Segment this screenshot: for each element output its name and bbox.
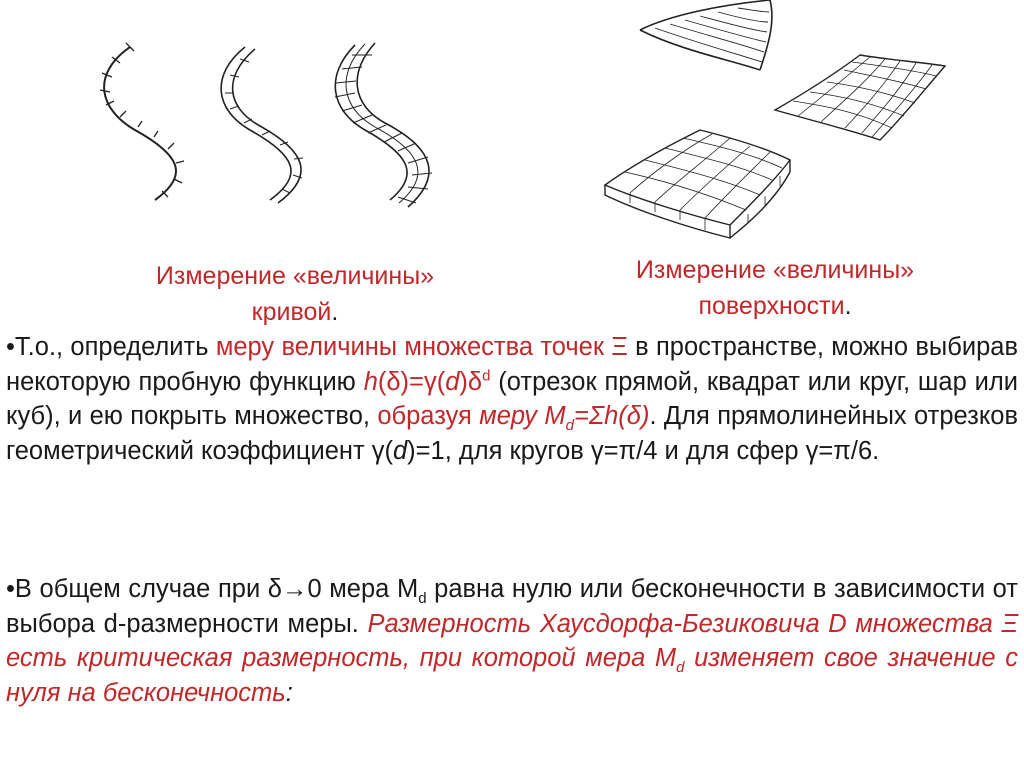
caption-surface-line1: Измерение «величины» (635, 256, 915, 284)
surface-box (605, 130, 790, 238)
paragraph-hausdorff-dimension: •В общем случае при δ→0 мера $М_d$ равна нулю или бесконечности в зависимости от выбора d-размерности меры. Размерность Хаусдорфа-Безиковича D множества Ξ есть критическая размерность, при которой мера $М_d$ изменяет свое значение с нуля на бесконечность: (6, 575, 1018, 707)
surface-grid (775, 55, 945, 140)
caption-surface-line2: поверхности (698, 292, 845, 320)
curve-grid-strip (335, 43, 432, 207)
caption-surface: Измерение «величины» поверхности. (570, 252, 980, 324)
surface-sheet (640, 0, 772, 70)
curve-with-ticks (100, 43, 184, 200)
curve-strip (221, 47, 303, 203)
paragraph-measure-definition: •Т.о., определить меру величины множества точек Ξ в пространстве, можно выбирав некоторую пробную функцию $h(\delta)=\gamma(d)\delta^d$ (отрезок прямой, квадрат или круг, шар или куб), и ею покрыть множество, образуя меру $М_d=\Sigma h(\delta)$. Для прямолинейных отрезков геометрический коэффициент γ(d)=1, для кругов γ=π/4 и для сфер γ=π/6. (6, 333, 1019, 465)
caption-curve: Измерение «величины» кривой. (95, 258, 495, 330)
caption-curve-line2: кривой (251, 298, 332, 326)
caption-curve-line1: Измерение «величины» (155, 262, 435, 290)
surface-illustrations (600, 0, 960, 240)
curve-illustrations (90, 35, 470, 215)
